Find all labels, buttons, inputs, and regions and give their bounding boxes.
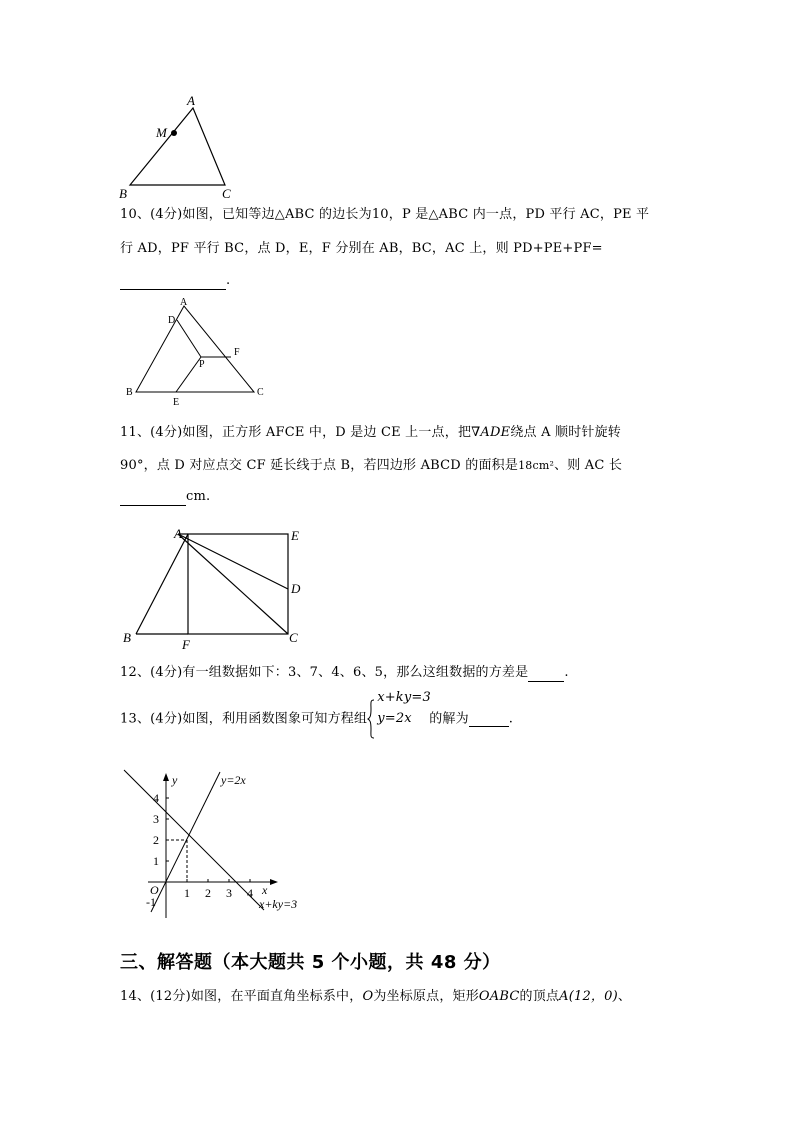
q10-line2: [120, 240, 603, 258]
q12-period: .: [564, 665, 569, 680]
q11-line2: [120, 457, 622, 475]
label-m: M: [156, 125, 167, 140]
q13-text-b: 的解为: [429, 711, 469, 727]
y-axis-label: y: [172, 773, 178, 787]
segment-ac: [178, 534, 288, 634]
q11-area: 18cm²: [518, 459, 555, 472]
label-c-q11: C: [289, 630, 298, 645]
q13-points: (4分): [150, 711, 183, 727]
q11-answer-line: [120, 488, 210, 506]
q13-period: .: [508, 711, 514, 727]
y-tick-label-neg1: -1: [146, 895, 156, 909]
q14-origin: O: [362, 989, 374, 1004]
label-b-q10: B: [126, 387, 133, 398]
label-d-q11: D: [291, 581, 301, 596]
q10-text1: 如图，已知等边△ABC 的边长为10，P 是△ABC 内一点，PD 平行 AC，PE 平: [182, 207, 650, 222]
q10-number: 10、: [120, 207, 151, 222]
section-3-title: 三、解答题（本大题共 5 个小题，共 48 分）: [120, 952, 501, 973]
label-f-q10: F: [234, 347, 240, 358]
segment-pd: [177, 320, 201, 357]
q14-text-a: 如图，在平面直角坐标系中，: [190, 989, 363, 1004]
q14-text-d: 、: [617, 989, 632, 1004]
origin-label: O: [150, 883, 159, 897]
segment-pe: [176, 357, 201, 392]
label-e-q10: E: [173, 397, 180, 408]
q12-text: 有一组数据如下：3、7、4、6、5，那么这组数据的方差是: [182, 665, 529, 680]
label-c: C: [222, 186, 231, 201]
q11-text2b: 、则 AC 长: [554, 458, 623, 473]
y-axis-arrow-icon: [163, 773, 169, 781]
q12-number: 12、: [120, 665, 151, 680]
x-tick-label-2: 2: [205, 886, 211, 900]
q12-line: [120, 664, 569, 682]
q14-text-c: 的顶点: [519, 989, 560, 1004]
line1-label: y=2x: [221, 773, 246, 787]
q10-points: (4分): [150, 207, 183, 222]
point-m: [171, 130, 177, 136]
q14-line: [120, 988, 631, 1006]
q13-eq1: x+ky=3: [377, 690, 431, 705]
q10-text2: 行 AD，PF 平行 BC，点 D，E，F 分别在 AB，BC，AC 上，则 PD+PE+PF=: [120, 241, 603, 256]
q14-point: A(12，0): [559, 989, 618, 1004]
y-tick-label-4: 4: [153, 791, 159, 805]
label-a-q10: A: [180, 297, 188, 308]
q11-line1: [120, 424, 621, 442]
brace-icon: [367, 699, 375, 739]
label-f-q11: F: [182, 637, 190, 652]
q13-number: 13、: [120, 711, 151, 727]
figure-q11-square: [118, 522, 308, 654]
q12-answer-blank[interactable]: [528, 667, 564, 682]
q13-text-a: 如图，利用函数图象可知方程组: [182, 711, 368, 727]
q11-text2a: 90°，点 D 对应点交 CF 延长线于点 B，若四边形 ABCD 的面积是: [120, 458, 519, 473]
q14-points: (12分): [150, 989, 191, 1004]
q10-period: .: [226, 273, 231, 288]
x-tick-label-4: 4: [247, 886, 253, 900]
q10-answer-line: [120, 272, 230, 290]
square-afce: [188, 534, 288, 634]
x-tick-label-3: 3: [226, 886, 232, 900]
segment-ab: [136, 534, 188, 634]
y-tick-label-1: 1: [153, 854, 159, 868]
q14-rect: OABC: [478, 989, 520, 1004]
q11-answer-blank[interactable]: [120, 491, 186, 506]
x-axis-arrow-icon: [270, 879, 278, 885]
line2-label: x+ky=3: [259, 897, 298, 911]
q11-unit: cm.: [186, 489, 211, 504]
label-b-q11: B: [123, 630, 131, 645]
line-x-ky-3: [124, 770, 264, 910]
q11-text1b: 绕点 A 顺时针旋转: [510, 425, 621, 440]
q10-line1: [120, 206, 649, 224]
label-p-q10: P: [199, 359, 205, 370]
label-d-q10: D: [168, 315, 176, 326]
q13-equation-system: [367, 690, 431, 739]
q11-text1a: 如图，正方形 AFCE 中，D 是边 CE 上一点，把: [182, 425, 472, 440]
label-b: B: [119, 186, 127, 201]
q14-number: 14、: [120, 989, 151, 1004]
q13-answer-blank[interactable]: [469, 712, 509, 727]
label-a-q11: A: [174, 526, 182, 541]
figure-q13-graph: [110, 768, 320, 928]
q11-number: 11、: [120, 425, 151, 440]
q13-line: [120, 690, 514, 739]
q11-triangle: ∇ADE: [471, 425, 511, 440]
label-c-q10: C: [257, 387, 264, 398]
y-tick-label-3: 3: [153, 812, 159, 826]
segment-ad: [178, 534, 288, 589]
q10-answer-blank[interactable]: [120, 275, 226, 290]
label-e-q11: E: [291, 528, 299, 543]
q13-eq2: y=2x: [377, 711, 412, 726]
x-tick-label-1: 1: [184, 886, 190, 900]
figure-q9-triangle: [110, 92, 250, 202]
q12-points: (4分): [150, 665, 183, 680]
q11-points: (4分): [150, 425, 183, 440]
y-tick-label-2: 2: [153, 833, 159, 847]
triangle-abc: [130, 108, 225, 185]
label-a: A: [187, 93, 195, 108]
x-axis-label: x: [262, 883, 268, 897]
figure-q10-triangle: [118, 296, 278, 408]
q14-text-b: 为坐标原点，矩形: [373, 989, 479, 1004]
